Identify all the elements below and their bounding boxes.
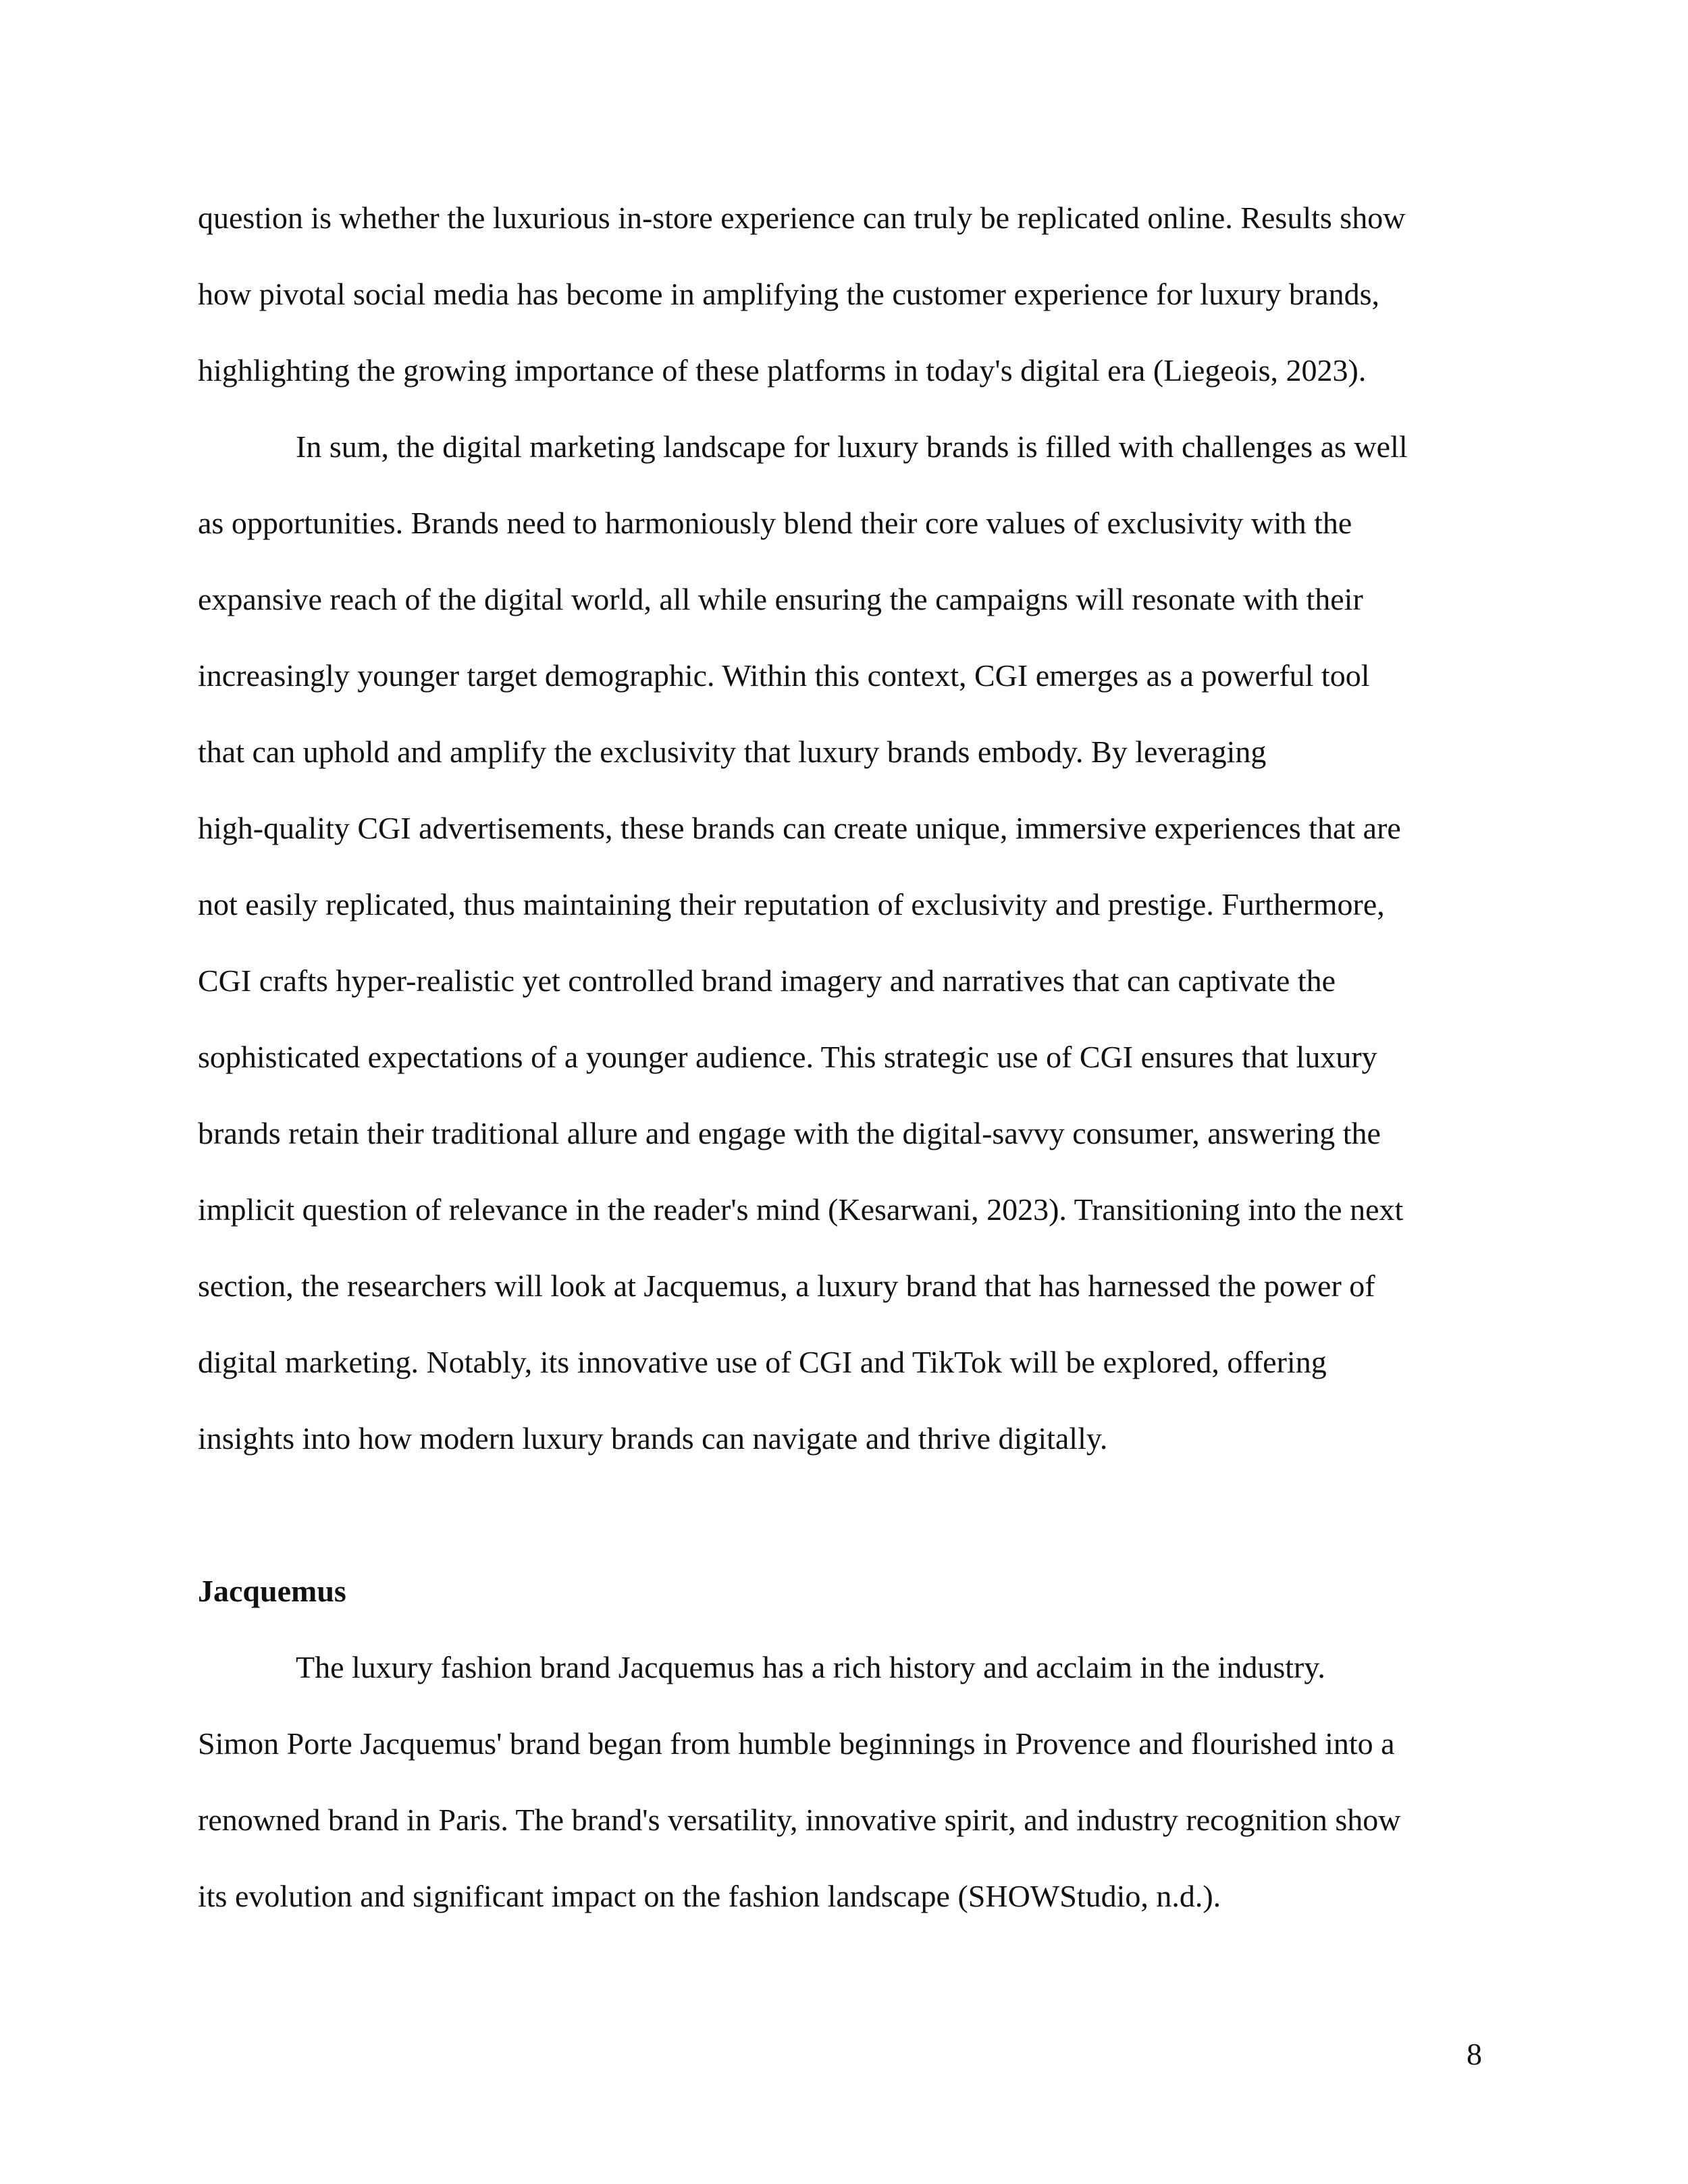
paragraph-1-line-3: highlighting the growing importance of these platforms in today's digital era (Liegeois, 2023). [198,353,1367,388]
section-paragraph-line-4: its evolution and significant impact on the fashion landscape (SHOWStudio, n.d.). [198,1879,1221,1913]
paragraph-2-line-13: digital marketing. Notably, its innovative use of CGI and TikTok will be explored, offering [198,1345,1327,1379]
paragraph-2-line-7: not easily replicated, thus maintaining their reputation of exclusivity and prestige. Furthermore, [198,887,1385,922]
paragraph-2-line-3: expansive reach of the digital world, all while ensuring the campaigns will resonate with their [198,582,1363,616]
page-number: 8 [1467,2037,1482,2071]
paragraph-1-line-2: how pivotal social media has become in amplifying the customer experience for luxury brands, [198,277,1380,311]
paragraph-2-line-4: increasingly younger target demographic. Within this context, CGI emerges as a powerful tool [198,658,1370,693]
section-heading: Jacquemus [198,1574,346,1608]
paragraph-2-line-14: insights into how modern luxury brands can navigate and thrive digitally. [198,1421,1108,1456]
paragraph-1-line-1: question is whether the luxurious in-store experience can truly be replicated online. Results show [198,201,1406,235]
paragraph-2-line-2: as opportunities. Brands need to harmoniously blend their core values of exclusivity with the [198,506,1352,540]
paragraph-2-line-11: implicit question of relevance in the reader's mind (Kesarwani, 2023). Transitioning into the next [198,1192,1404,1227]
section-paragraph-line-3: renowned brand in Paris. The brand's versatility, innovative spirit, and industry recognition show [198,1803,1401,1837]
section-paragraph-line-1: The luxury fashion brand Jacquemus has a rich history and acclaim in the industry. [296,1650,1325,1684]
paragraph-2-line-9: sophisticated expectations of a younger audience. This strategic use of CGI ensures that luxury [198,1040,1377,1074]
paragraph-2-line-6: high-quality CGI advertisements, these brands can create unique, immersive experiences that are [198,811,1401,845]
paragraph-2-line-8: CGI crafts hyper-realistic yet controlled brand imagery and narratives that can captivate the [198,963,1336,998]
section-paragraph-line-2: Simon Porte Jacquemus' brand began from humble beginnings in Provence and flourished into a [198,1726,1395,1761]
paragraph-2-line-12: section, the researchers will look at Jacquemus, a luxury brand that has harnessed the power of [198,1269,1375,1303]
paragraph-2-line-1: In sum, the digital marketing landscape for luxury brands is filled with challenges as well [296,429,1408,464]
paragraph-2-line-10: brands retain their traditional allure and engage with the digital-savvy consumer, answering the [198,1116,1381,1150]
paragraph-2-line-5: that can uphold and amplify the exclusivity that luxury brands embody. By leveraging [198,735,1267,769]
